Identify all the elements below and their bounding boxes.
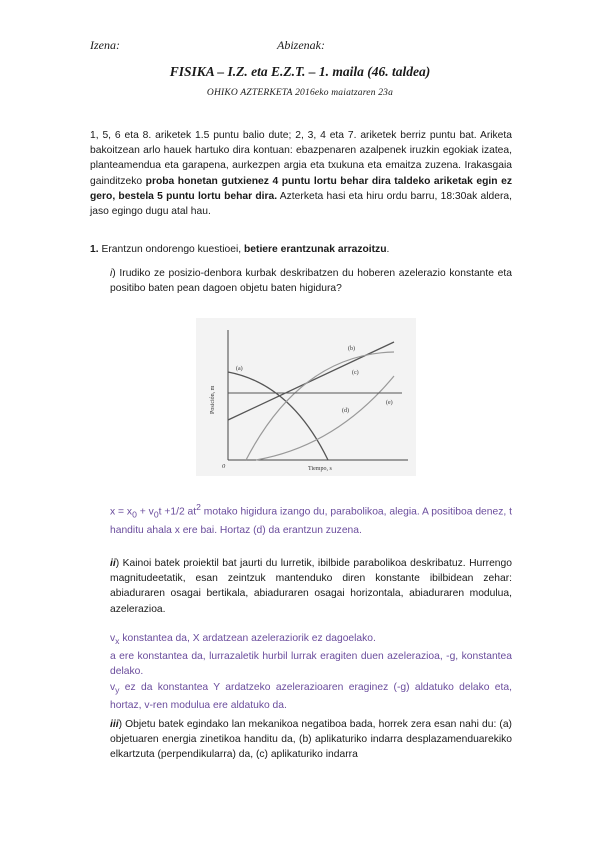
answer-ii-line-1-sub: x [115, 636, 120, 647]
answer-i-part-3: t +1/2 at [158, 506, 197, 518]
answer-ii-line-3-sub: y [115, 684, 120, 695]
question-1-text-a: Erantzun ondorengo kuestioei, [98, 244, 244, 255]
y-axis-label: Posición, m [210, 385, 216, 414]
answer-ii-line-2: a ere konstantea da, lurrazaletik hurbil lurrak eragiten duen azelerazioa, -g, konstantea delako. [110, 651, 512, 678]
intro-paragraph [90, 128, 512, 219]
intro-text-bold: proba honetan gutxienez 4 puntu lortu behar dira taldeko ariketak egin ez gero, bestela 5 puntu lortu behar dira. [90, 175, 512, 202]
answer-ii-line-3-a: v [110, 681, 116, 693]
question-1-text-b: . [386, 244, 390, 255]
curve-label-a: (a) [236, 366, 243, 372]
curve-label-e: (e) [386, 400, 393, 406]
answer-i-part-4: motako higidura izango du, parabolikoa, alegia. A positiboa denez, t handitu ahala x ere bai. Hortaz (d) da erantzun zuzena. [110, 506, 512, 536]
answer-i-sub-1: 0 [153, 509, 159, 520]
intro-text-1: 1, 5, 6 eta 8. ariketek 1.5 puntu balio dute; 2, 3, 4 eta 7. ariketek berriz puntu bat. Ariketa bakoitzean arlo hauek hartuko dira kontuan: ebazpenaren azalpenek iruzkin egokiak izatea, planteamendua eta garapena, aurkezpen argia eta txukuna eta emaitza zuzena. Irakasgaia gainditzeko [90, 130, 512, 187]
answer-i [110, 500, 512, 538]
answer-i-part-1: x = x [110, 506, 133, 518]
exam-title: FISIKA – I.Z. eta E.Z.T. – 1. maila (46. taldea) [169, 64, 431, 79]
figure-background [196, 318, 416, 476]
answer-ii-line-3 [110, 680, 512, 713]
sub-question-i-label: i [110, 268, 113, 279]
answer-i-sub-0: 0 [132, 509, 137, 520]
answer-ii-line-1-a: v [110, 633, 116, 644]
sub-question-ii-label: ii [110, 558, 116, 569]
curve-label-c: (c) [352, 370, 359, 376]
sub-question-iii-label: iii [110, 719, 119, 730]
sub-question-i [110, 266, 512, 296]
answer-i-part-2: + v [136, 506, 154, 518]
question-1 [90, 242, 512, 257]
origin-label: 0 [222, 463, 226, 470]
surname-label: Abizenak: [277, 38, 325, 52]
position-time-figure [196, 318, 416, 476]
curve-label-b: (b) [348, 346, 355, 352]
sub-question-ii-text: ) Kainoi batek proiektil bat jaurti du lurretik, ibilbide parabolikoa deskribatuz. Hurrengo magnitudeetatik, esan zeintzuk mantenduko diren konstante ibilbidean zehar: abiaduraren osagai bertikala, abiaduraren osagai horizontala, abiaduraren modulua, azelerazioa. [110, 558, 512, 615]
name-label: Izena: [90, 38, 120, 52]
question-1-text-bold: betiere erantzunak arrazoitzu [244, 244, 387, 255]
sub-question-ii [110, 556, 512, 617]
answer-ii [110, 631, 512, 713]
exam-subtitle: OHIKO AZTERKETA 2016eko maiatzaren 23a [206, 88, 394, 98]
sub-question-i-text: ) Irudiko ze posizio-denbora kurbak deskribatzen du hoberen azelerazio konstante eta positibo baten pean dagoen objetu baten higidura? [110, 268, 512, 295]
question-1-number: 1. [90, 244, 99, 255]
answer-ii-line-3-b: ez da konstantea Y ardatzeko azelerazioaren eraginez (-g) aldatuko delako eta, hortaz, v-ren modulua ere aldatuko da. [110, 681, 512, 711]
answer-ii-line-1-b: konstantea da, X ardatzean azeleraziorik ez dagoelako. [119, 633, 376, 644]
intro-text-2: Azterketa hasi eta hiru ordu barru, 18:30ak aldera, jaso egingo dugu atal hau. [90, 190, 512, 218]
sub-question-iii-text: ) Objetu batek egindako lan mekanikoa negatiboa bada, horrek zera esan nahi du: (a) objetuaren energia zinetikoa handitu da, (b) aplikaturiko indarra desplazamenduarekiko elkartzuta (perpendikularra) da, (c) aplikaturiko indarra [110, 719, 512, 761]
answer-ii-line-1 [110, 631, 512, 649]
curve-label-d: (d) [342, 408, 349, 414]
sub-question-iii [110, 717, 512, 763]
answer-i-sup: 2 [196, 502, 201, 512]
x-axis-label: Tiempo, s [308, 466, 332, 472]
